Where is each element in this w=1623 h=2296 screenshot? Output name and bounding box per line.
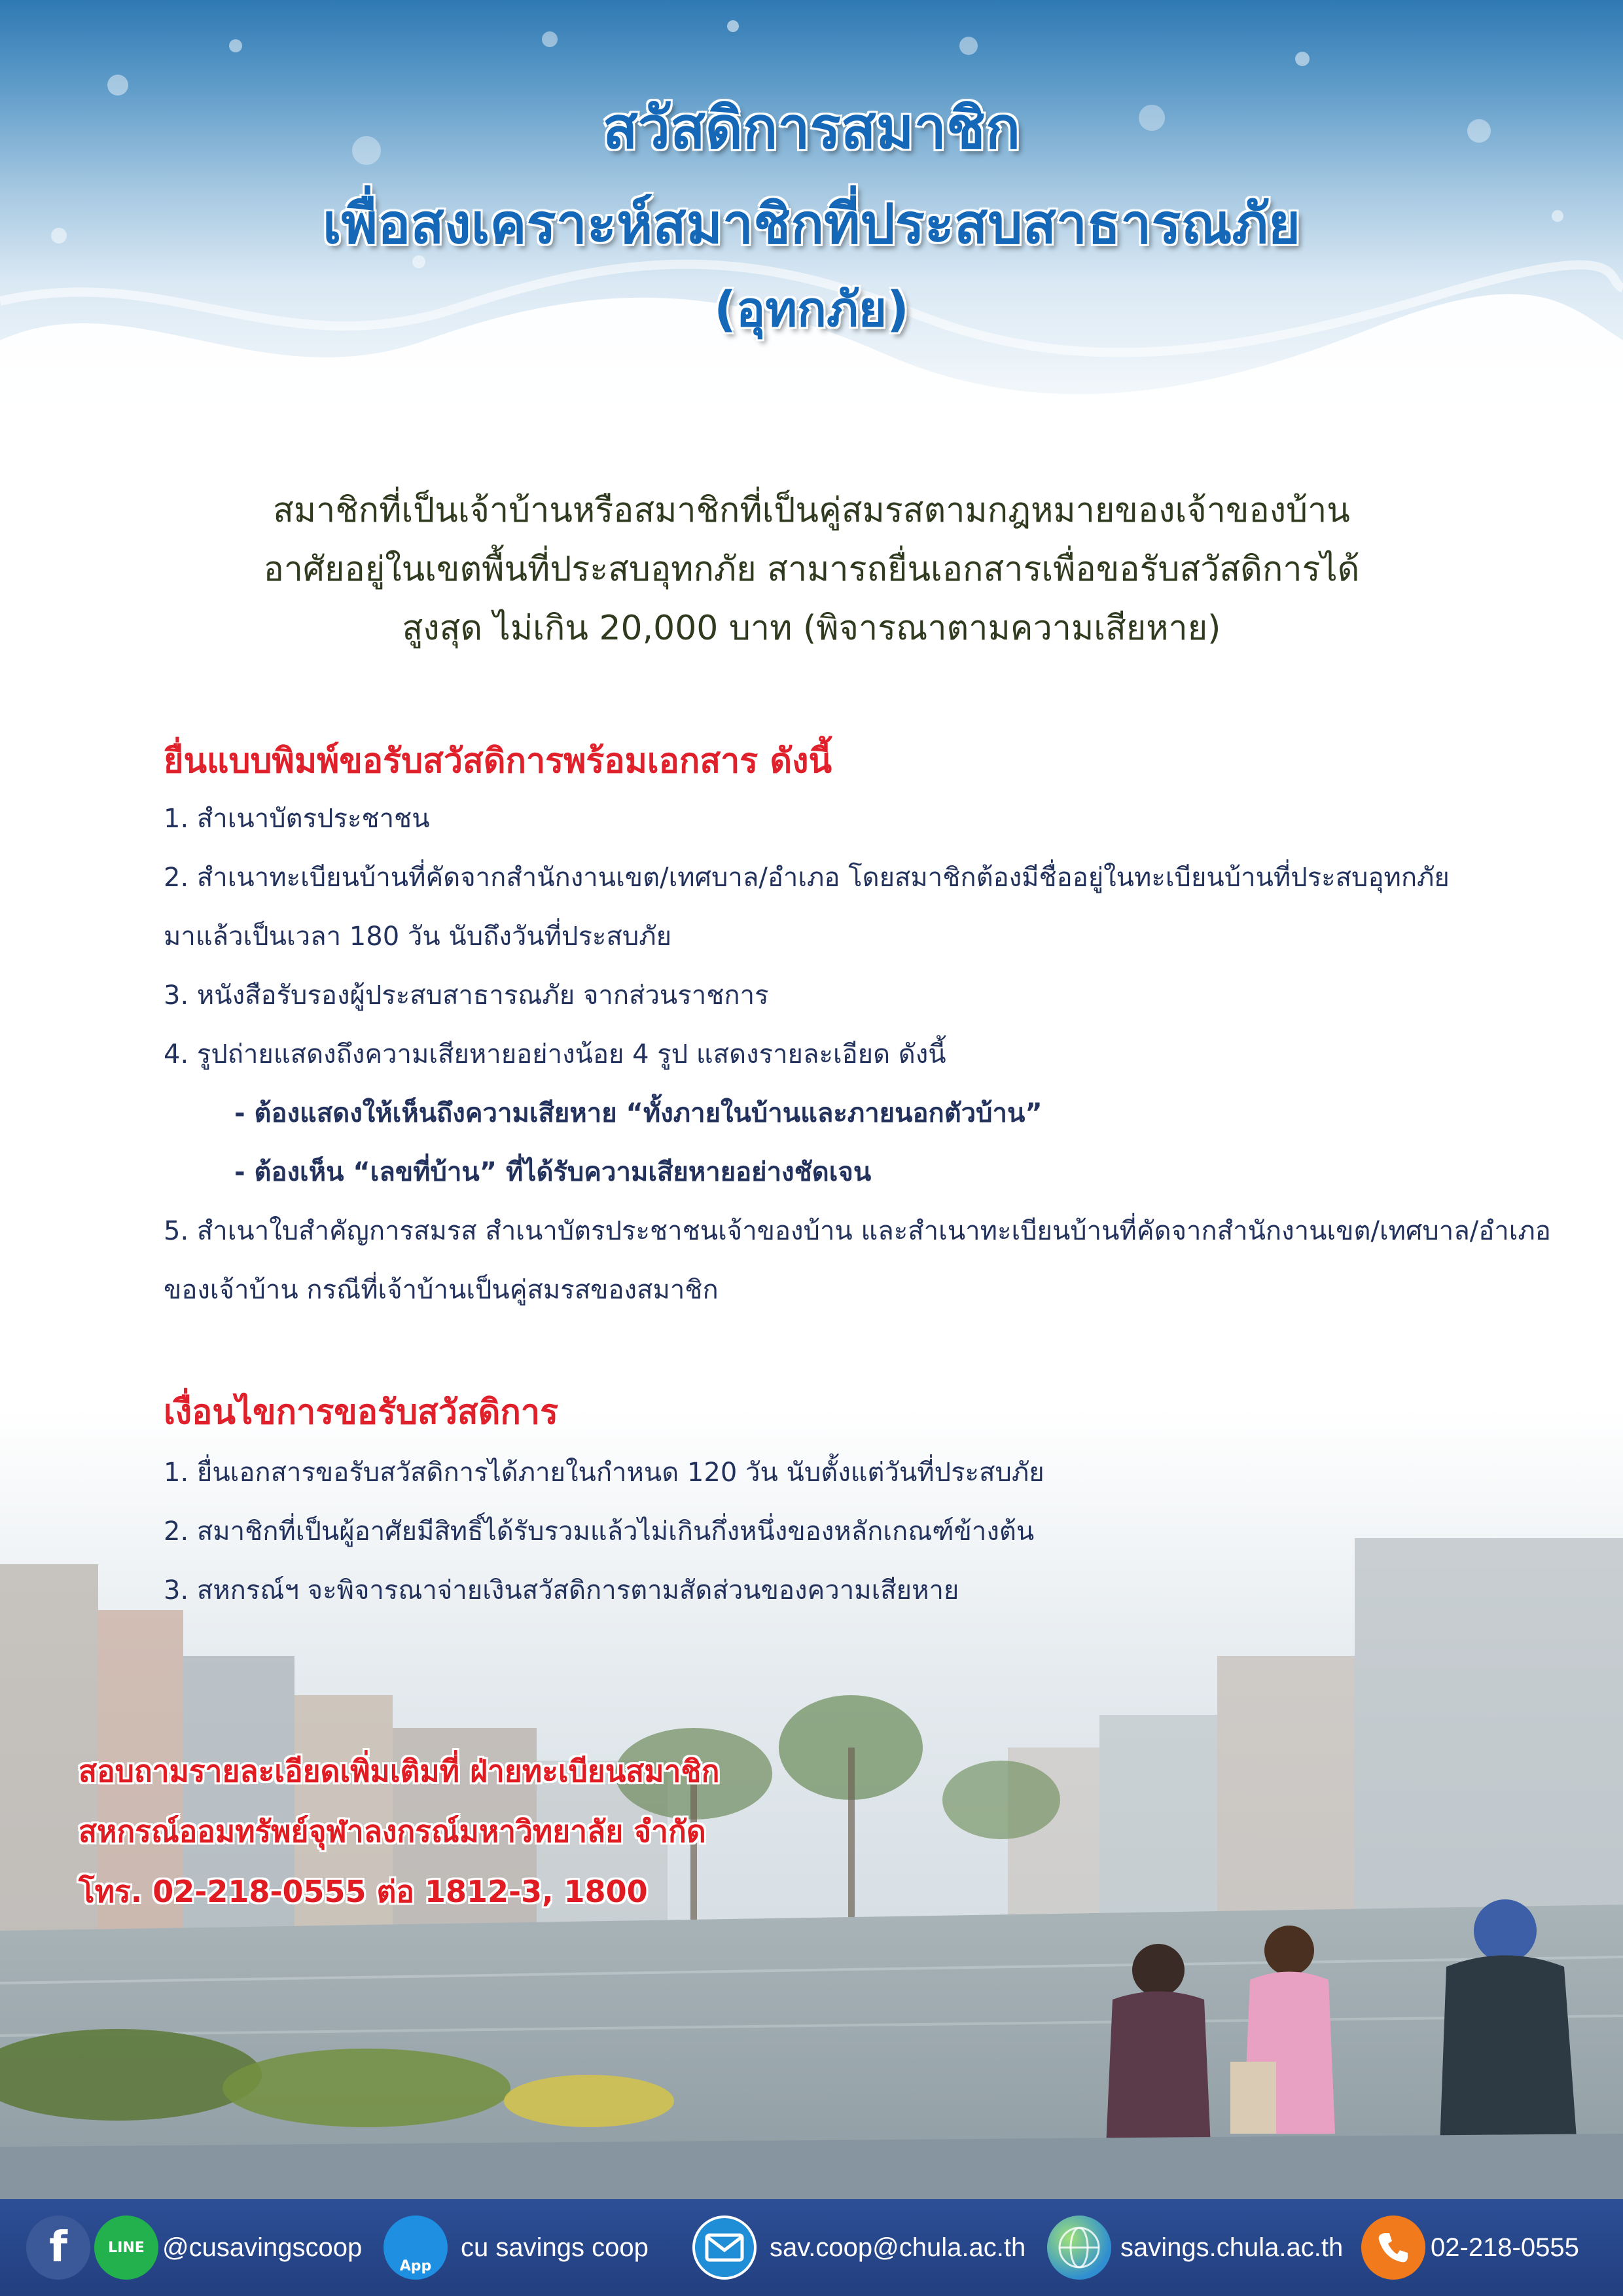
contact-phone[interactable]: โทร. 02-218-0555 ต่อ 1812-3, 1800	[79, 1874, 648, 1909]
contact-info	[79, 1741, 719, 1922]
app-icon[interactable]: App	[383, 2215, 448, 2280]
documents-heading: ยื่นแบบพิมพ์ขอรับสวัสดิการพร้อมเอกสาร ดังนี้	[164, 742, 832, 781]
condition-item: 2. สมาชิกที่เป็นผู้อาศัยมีสิทธิ์ได้รับรวมแล้วไม่เกินกึ่งหนึ่งของหลักเกณฑ์ข้างต้น	[164, 1516, 1035, 1547]
document-item: 1. สำเนาบัตรประชาชน	[164, 804, 430, 834]
email-icon[interactable]	[692, 2215, 757, 2280]
condition-item: 1. ยื่นเอกสารขอรับสวัสดิการได้ภายในกำหนด 120 วัน นับตั้งแต่วันที่ประสบภัย	[164, 1458, 1044, 1488]
poster-title	[0, 94, 1623, 338]
app-link[interactable]	[383, 2199, 649, 2296]
intro-line-3: สูงสุด ไม่เกิน 20,000 บาท (พิจารณาตามความเสียหาย)	[402, 609, 1221, 648]
app-name[interactable]: cu savings coop	[461, 2233, 649, 2262]
website-link[interactable]	[1047, 2199, 1343, 2296]
phone-icon[interactable]	[1361, 2215, 1425, 2280]
title-line-3: (อุทกภัย)	[714, 281, 909, 338]
email-address[interactable]: sav.coop@chula.ac.th	[770, 2233, 1026, 2262]
conditions-heading: เงื่อนไขการขอรับสวัสดิการ	[164, 1393, 559, 1432]
document-sub-item: - ต้องแสดงให้เห็นถึงความเสียหาย “ทั้งภายในบ้านและภายนอกตัวบ้าน”	[234, 1098, 1043, 1128]
condition-item: 3. สหกรณ์ฯ จะพิจารณาจ่ายเงินสวัสดิการตามสัดส่วนของความเสียหาย	[164, 1575, 959, 1605]
document-item-continued: ของเจ้าบ้าน กรณีที่เจ้าบ้านเป็นคู่สมรสของสมาชิก	[164, 1275, 719, 1305]
phone-number[interactable]: 02-218-0555	[1431, 2233, 1579, 2262]
document-item: 4. รูปถ่ายแสดงถึงความเสียหายอย่างน้อย 4 รูป แสดงรายละเอียด ดังนี้	[164, 1039, 946, 1069]
conditions-list	[164, 1443, 1571, 1620]
documents-list	[164, 789, 1571, 1319]
document-sub-item: - ต้องเห็น “เลขที่บ้าน” ที่ได้รับความเสียหายอย่างชัดเจน	[234, 1157, 872, 1187]
facebook-link[interactable]	[26, 2199, 90, 2296]
title-line-2: เพื่อสงเคราะห์สมาชิกที่ประสบสาธารณภัย	[322, 192, 1301, 257]
document-item: 2. สำเนาทะเบียนบ้านที่คัดจากสำนักงานเขต/เทศบาล/อำเภอ โดยสมาชิกต้องมีชื่ออยู่ในทะเบียนบ้านที่ประสบอุทกภัย	[164, 863, 1450, 893]
line-id[interactable]: @cusavingscoop	[162, 2233, 363, 2262]
document-item-continued: มาแล้วเป็นเวลา 180 วัน นับถึงวันที่ประสบภัย	[164, 922, 672, 952]
intro-line-2: อาศัยอยู่ในเขตพื้นที่ประสบอุทกภัย สามารถยื่นเอกสารเพื่อขอรับสวัสดิการได้	[263, 550, 1360, 589]
contact-line-2: สหกรณ์ออมทรัพย์จุฬาลงกรณ์มหาวิทยาลัย จำกัด	[79, 1814, 706, 1849]
contact-line-1: สอบถามรายละเอียดเพิ่มเติมที่ ฝ่ายทะเบียนสมาชิก	[79, 1753, 720, 1789]
title-line-1: สวัสดิการสมาชิก	[602, 94, 1021, 162]
document-item: 5. สำเนาใบสำคัญการสมรส สำเนาบัตรประชาชนเจ้าของบ้าน และสำเนาทะเบียนบ้านที่คัดจากสำนักงานเขต/เทศบาล/อำเภอ	[164, 1216, 1551, 1246]
intro-paragraph	[79, 481, 1544, 658]
website-url[interactable]: savings.chula.ac.th	[1120, 2233, 1344, 2262]
intro-line-1: สมาชิกที่เป็นเจ้าบ้านหรือสมาชิกที่เป็นคู่สมรสตามกฎหมายของเจ้าของบ้าน	[273, 491, 1350, 530]
email-link[interactable]	[692, 2199, 1026, 2296]
line-icon[interactable]: LINE	[94, 2215, 158, 2280]
globe-icon[interactable]	[1047, 2215, 1111, 2280]
phone-link[interactable]	[1361, 2199, 1579, 2296]
facebook-icon[interactable]: f	[26, 2215, 90, 2280]
line-link[interactable]	[94, 2199, 362, 2296]
footer-bar	[0, 2199, 1623, 2296]
document-item: 3. หนังสือรับรองผู้ประสบสาธารณภัย จากส่วนราชการ	[164, 980, 769, 1011]
